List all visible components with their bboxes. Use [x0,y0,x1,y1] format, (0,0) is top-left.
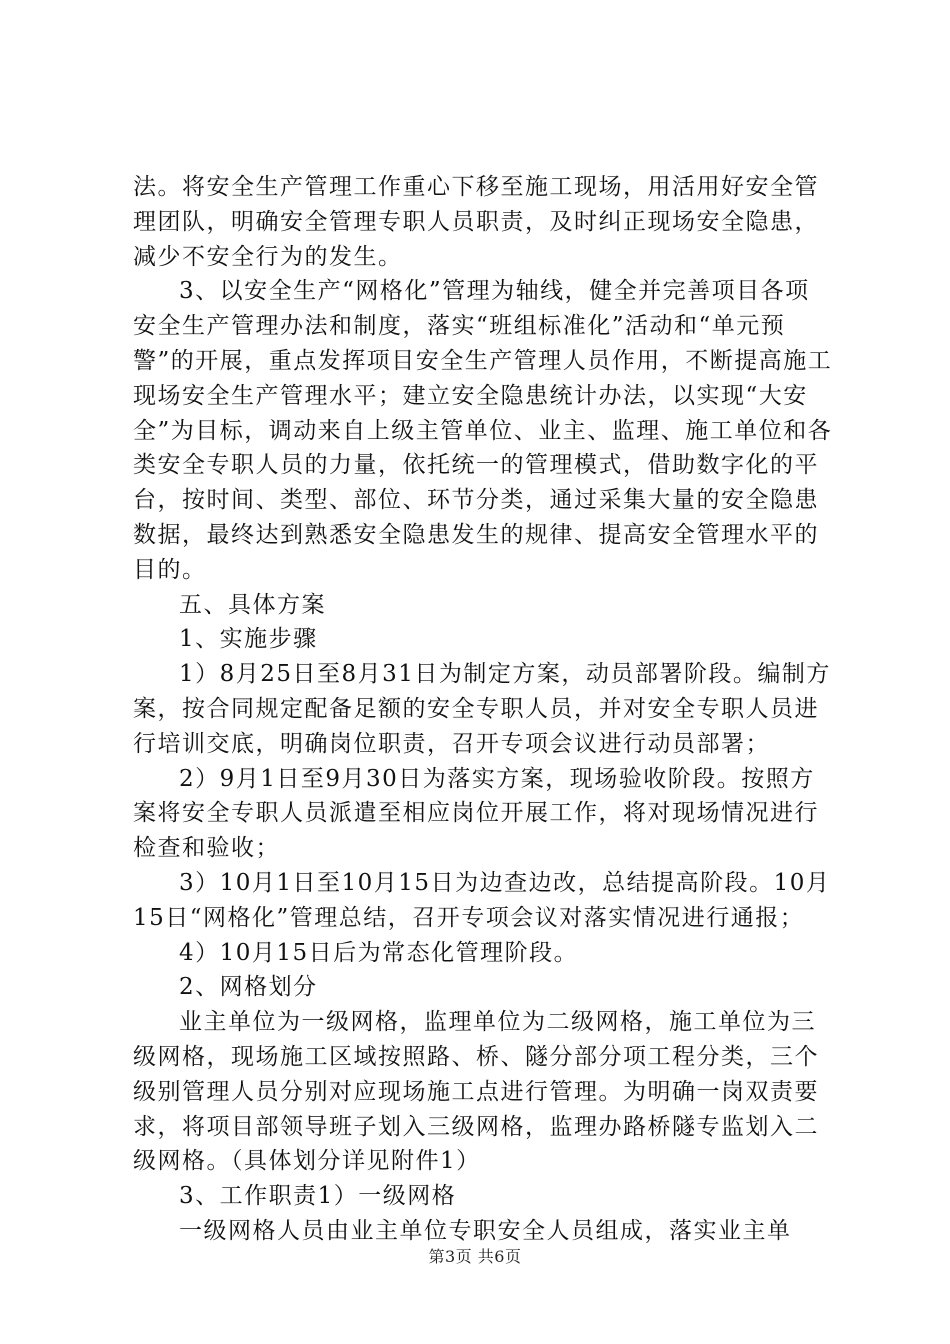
paragraph-item-3: 3、以安全生产“网格化”管理为轴线，健全并完善项目各项安全生产管理办法和制度，落实“班组标准化”活动和“单元预警”的开展，重点发挥项目安全生产管理人员作用，不断提高施工现场安全生产管理水平；建立安全隐患统计办法，以实现“大安全”为目标，调动来自上级主管单位、业主、监理、施工单位和各类安全专职人员的力量，依托统一的管理模式，借助数字化的平台，按时间、类型、部位、环节分类，通过采集大量的安全隐患数据，最终达到熟悉安全隐患发生的规律、提高安全管理水平的目的。 [133,278,833,583]
page-number-footer: 第3页 共6页 [428,1247,522,1266]
paragraph-step-4: 4）10月15日后为常态化管理阶段。 [179,939,579,966]
subheading-grid-division: 2、网格划分 [179,974,318,1001]
paragraph-continuation: 法。将安全生产管理工作重心下移至施工现场，用活用好安全管理团队，明确安全管理专职人员职责，及时纠正现场安全隐患，减少不安全行为的发生。 [133,174,819,270]
subheading-work-duties: 3、工作职责1）一级网格 [179,1183,457,1210]
document-body [133,170,833,1249]
paragraph-grid-division: 业主单位为一级网格，监理单位为二级网格，施工单位为三级网格，现场施工区域按照路、桥、隧分部分项工程分类，三个级别管理人员分别对应现场施工点进行管理。为明确一岗双责要求，将项目部领导班子划入三级网格，监理办路桥隧专监划入二级网格。（具体划分详见附件1） [133,1009,819,1175]
paragraph-level-one-grid: 一级网格人员由业主单位专职安全人员组成，落实业主单 [179,1217,792,1244]
subheading-implementation-steps: 1、实施步骤 [179,626,318,653]
paragraph-step-1: 1）8月25日至8月31日为制定方案，动员部署阶段。编制方案，按合同规定配备足额的安全专职人员，并对安全专职人员进行培训交底，明确岗位职责，召开专项会议进行动员部署； [133,661,831,757]
paragraph-step-3: 3）10月1日至10月15日为边查边改，总结提高阶段。10月15日“网格化”管理总结，召开专项会议对落实情况进行通报； [133,869,831,931]
section-heading-five: 五、具体方案 [179,591,326,618]
paragraph-step-2: 2）9月1日至9月30日为落实方案，现场验收阶段。按照方案将安全专职人员派遣至相应岗位开展工作，将对现场情况进行检查和验收； [133,765,819,862]
